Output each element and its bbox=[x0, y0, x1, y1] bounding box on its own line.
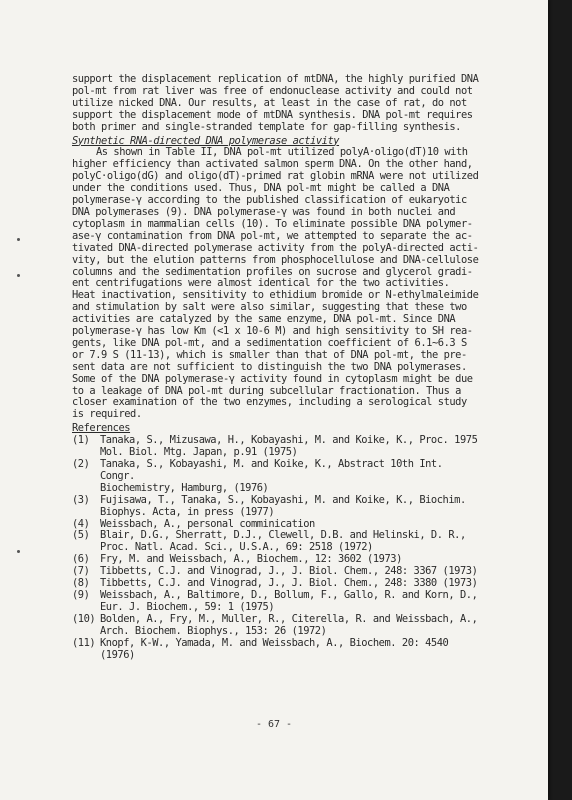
reference-text: Tibbetts, C.J. and Vinograd, J., J. Biol. Chem., 248: 3380 (1973) bbox=[100, 577, 478, 590]
paragraph: support the displacement replication of mtDNA, the highly purified DNA pol-mt from rat liver was free of endonuclease activity and could not utilize nicked DNA. Our results, at least in the case of rat, do not support the displacement mode of mtDNA synthesis. DNA pol-mt requires both primer and single-stranded template for gap-filling synthesis. bbox=[72, 73, 479, 133]
reference-text: Tibbetts, C.J. and Vinograd, J., J. Biol. Chem., 248: 3367 (1973) bbox=[100, 565, 478, 578]
margin-mark bbox=[17, 274, 20, 277]
margin-mark bbox=[17, 550, 20, 553]
reference-item bbox=[72, 614, 480, 638]
reference-number: (1) bbox=[72, 434, 90, 447]
reference-text: Fry, M. and Weissbach, A., Biochem., 12: 3602 (1973) bbox=[100, 553, 402, 566]
reference-number: (11) bbox=[72, 636, 96, 649]
reference-text: Tanaka, S., Kobayashi, M. and Koike, K., Abstract 10th Int. Congr. Biochemistry, Hamburg, (1976) bbox=[100, 458, 443, 494]
page-number: - 67 - bbox=[255, 719, 293, 730]
reference-item bbox=[72, 459, 480, 495]
reference-number: (6) bbox=[72, 553, 90, 566]
reference-number: (8) bbox=[72, 577, 90, 590]
reference-item bbox=[72, 590, 480, 614]
paragraph: As shown in Table II, DNA pol-mt utilized polyA·oligo(dT)10 with higher efficiency than activated salmon sperm DNA. On the other hand, polyC·oligo(dG) and oligo(dT)-primed rat globin mRNA were not utilized under the conditions used. Thus, DNA pol-mt might be called a DNA polymerase-γ according to the published classification of eukaryotic DNA polymerases (9). DNA polymerase-γ was found in both nuclei and cytoplasm in mammalian cells (10). To eliminate possible DNA polymer- ase-γ contamination from DNA pol-mt, we attempted to separate the ac- tivated DNA-directed polymerase activity from the polyA-directed acti- vity, but the elution patterns from phosphocellulose and DNA-cellulose columns and the sedimentation profiles on sucrose and glycerol gradi- ent centrifugations were almost identical for the two activities. Heat inactivation, sensitivity to ethidium bromide or N-ethylmaleimide and stimulation by salt were also similar, suggesting that these two activities are catalyzed by the same enzyme, DNA pol-mt. Since DNA polymerase-γ has low Km (<1 x 10-6 M) and high sensitivity to SH rea- gents, like DNA pol-mt, and a sedimentation coefficient of 6.1~6.3 S or 7.9 S (11-13), which is smaller than that of DNA pol-mt, the pre- sent data are not sufficient to distinguish the two DNA polymerases. Some of the DNA polymerase-γ activity found in cytoplasm might be due to a leakage of DNA pol-mt during subcellular fractionation. Thus a closer examination of the two enzymes, including a serological study is required. bbox=[72, 146, 479, 421]
references-title: References bbox=[72, 422, 131, 435]
reference-number: (3) bbox=[72, 493, 90, 506]
reference-text: Bolden, A., Fry, M., Muller, R., Citerella, R. and Weissbach, A., Arch. Biochem. Biophys., 153: 26 (1972) bbox=[100, 612, 478, 637]
reference-text: Blair, D.G., Sherratt, D.J., Clewell, D.B. and Helinski, D. R., Proc. Natl. Acad. Sci., U.S.A., 69: 2518 (1972) bbox=[100, 529, 466, 554]
reference-text: Fujisawa, T., Tanaka, S., Kobayashi, M. and Koike, K., Biochim. Biophys. Acta, in press (1977) bbox=[100, 493, 466, 518]
reference-text: Knopf, K-W., Yamada, M. and Weissbach, A., Biochem. 20: 4540 (1976) bbox=[100, 636, 449, 661]
reference-number: (10) bbox=[72, 612, 96, 625]
reference-text: Weissbach, A., Baltimore, D., Bollum, F., Gallo, R. and Korn, D., Eur. J. Biochem., 59: 1 (1975) bbox=[100, 588, 478, 613]
reference-item bbox=[72, 530, 480, 554]
reference-number: (9) bbox=[72, 588, 90, 601]
body-text bbox=[72, 74, 480, 661]
reference-item bbox=[72, 638, 480, 662]
section-heading: Synthetic RNA-directed DNA polymerase activity bbox=[72, 134, 340, 147]
reference-text: Weissbach, A., personal comminication bbox=[100, 517, 315, 530]
reference-number: (5) bbox=[72, 529, 90, 542]
reference-number: (2) bbox=[72, 458, 90, 470]
reference-item bbox=[72, 435, 480, 459]
reference-text: Tanaka, S., Mizusawa, H., Kobayashi, M. and Koike, K., Proc. 1975 Mol. Biol. Mtg. Japan, p.91 (1975) bbox=[100, 434, 478, 459]
reference-number: (4) bbox=[72, 517, 90, 530]
margin-mark bbox=[17, 238, 20, 241]
reference-number: (7) bbox=[72, 565, 90, 578]
references-list bbox=[72, 435, 480, 661]
reference-item bbox=[72, 495, 480, 519]
